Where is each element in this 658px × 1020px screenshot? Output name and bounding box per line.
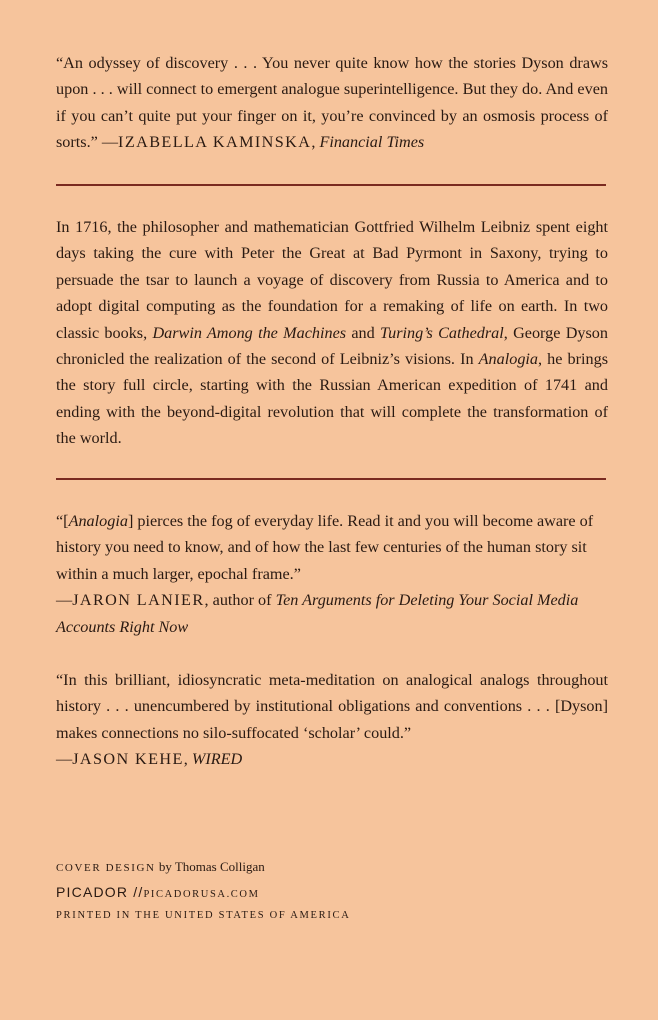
- quote-kaminska: [56, 50, 608, 156]
- publisher-url[interactable]: PICADORUSA.COM: [143, 889, 260, 900]
- quote-kehe: [56, 667, 608, 773]
- quote-mid: , author of: [204, 591, 276, 610]
- description-and: and: [346, 323, 381, 342]
- quote-sep: ,: [311, 133, 320, 152]
- quote-title: Analogia: [68, 512, 128, 530]
- printed-in: PRINTED IN THE UNITED STATES OF AMERICA: [56, 910, 351, 921]
- printed-line: [56, 905, 351, 925]
- quote-dash: —: [56, 750, 73, 769]
- quote-open: “[: [56, 512, 69, 530]
- quote-source: WIRED: [191, 750, 243, 769]
- quote-author: JARON LANIER: [72, 591, 205, 610]
- publisher-line: [56, 883, 260, 904]
- divider-top: [56, 184, 606, 186]
- cover-design-credit: by Thomas Colligan: [155, 859, 265, 874]
- book-title-turing: Turing’s Cathedral: [380, 323, 504, 342]
- description-text-3: , he brings the story full circle, starting with the Russian American expedition of 1741 and ending with the beyond-digital revolution that will complete the transformation of the world.: [56, 350, 608, 448]
- cover-credit: [56, 858, 265, 877]
- publisher-logo: PICADOR: [56, 884, 129, 900]
- quote-author: JASON KEHE: [72, 750, 184, 769]
- quote-dash: —: [56, 591, 73, 610]
- publisher-slashes: //: [128, 884, 144, 900]
- description-text-2: , George Dyson chronicled the realization of the second of Leibniz’s visions. In: [56, 323, 608, 369]
- quote-source: Financial Times: [319, 133, 425, 152]
- quote-text: “An odyssey of discovery . . . You never quite know how the stories Dyson draws upon . . . will connect to emergent analogue superintelligence. But they do. And even if you can’t quite put your finger on it, you’re convinced by an osmosis process of sorts.” —: [56, 54, 608, 152]
- quote-sep: ,: [183, 750, 192, 769]
- quote-lanier: [56, 508, 608, 640]
- cover-design-label: COVER DESIGN: [56, 862, 156, 874]
- book-title-analogia: Analogia: [478, 350, 539, 369]
- description-text-1: In 1716, the philosopher and mathematician Gottfried Wilhelm Leibniz spent eight days taking the cure with Peter the Great at Bad Pyrmont in Saxony, trying to persuade the tsar to launch a voyage of discovery from Russia to America and to adopt digital computing as the foundation for a remaking of life on earth. In two classic books,: [56, 218, 608, 342]
- quote-text: ] pierces the fog of everyday life. Read it and you will become aware of history you need to know, and of how the last few centuries of the human story sit within a much larger, epochal frame.”: [56, 512, 594, 583]
- book-title-darwin: Darwin Among the Machines: [152, 323, 347, 342]
- divider-bottom: [56, 478, 606, 480]
- quote-text: “In this brilliant, idiosyncratic meta-meditation on analogical analogs throughout history . . . unencumbered by institutional obligations and conventions . . . [Dyson] makes connections no silo-suffocated ‘scholar’ could.”: [56, 671, 608, 742]
- description-paragraph: [56, 214, 608, 452]
- quote-author: IZABELLA KAMINSKA: [118, 133, 312, 152]
- quote-book-title: Ten Arguments for Deleting Your Social Media Accounts Right Now: [56, 591, 579, 636]
